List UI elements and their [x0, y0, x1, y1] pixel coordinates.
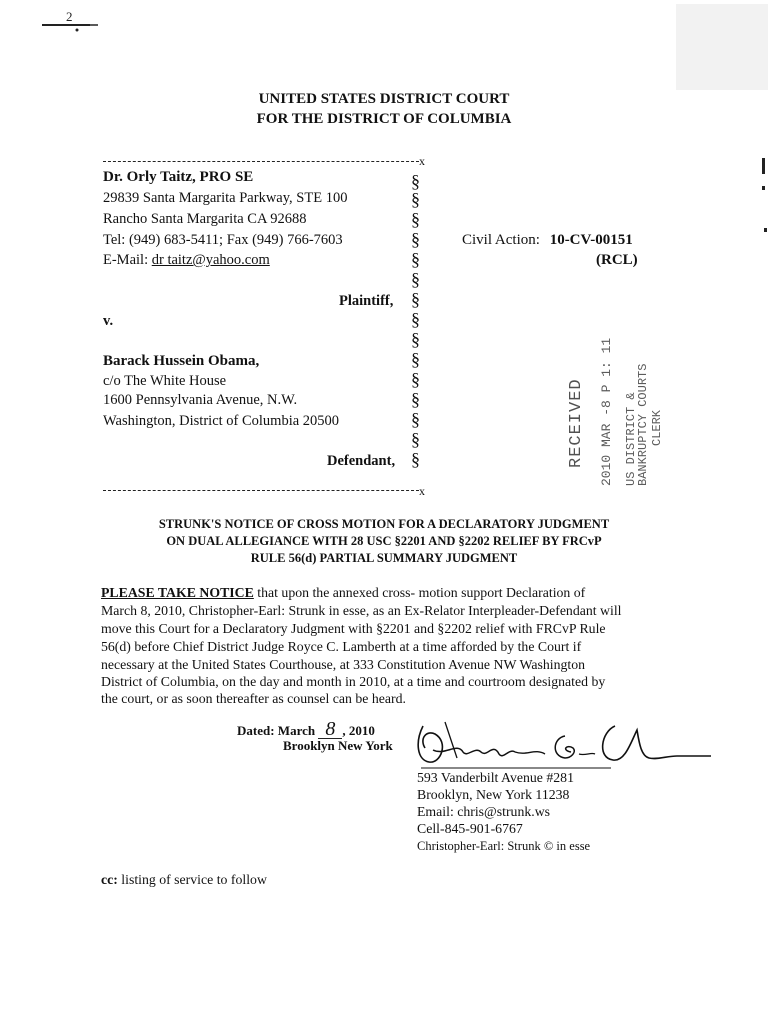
stamp-clerk: CLERK — [650, 409, 664, 446]
section-symbol: § — [411, 309, 420, 329]
stamp-date: 2010 MAR -8 P 1: 11 — [599, 337, 614, 486]
plaintiff-email-link[interactable]: dr taitz@yahoo.com — [151, 252, 270, 268]
body-line7: the court, or as soon thereafter as counsel can be heard. — [101, 691, 406, 706]
body-line4: 56(d) before Chief District Judge Royce C. Lamberth at a time afforded by the Court if — [101, 639, 582, 654]
section-symbol: § — [411, 369, 420, 389]
civil-action-row — [462, 231, 633, 249]
caption-bottom-rule-end: x — [419, 484, 425, 498]
plaintiff-email-label: E-Mail: — [103, 252, 152, 268]
sig-email: Email: chris@strunk.ws — [417, 804, 551, 819]
section-symbol: § — [411, 289, 420, 309]
section-symbol: § — [411, 249, 420, 269]
plaintiff-phone: Tel: (949) 683-5411; Fax (949) 766-7603 — [103, 232, 343, 248]
caption-top-rule — [103, 161, 419, 162]
section-symbol: § — [411, 171, 420, 191]
edge-mark-3 — [764, 228, 767, 232]
section-symbol: § — [411, 389, 420, 409]
body-line6: District of Columbia, on the day and month in 2010, at a time and courtroom designated by — [101, 674, 606, 689]
section-symbol: § — [411, 449, 420, 469]
caption-bottom-rule — [103, 490, 419, 491]
cc-label: cc: — [101, 872, 118, 887]
body-line1 — [101, 584, 585, 601]
motion-title-line2: ON DUAL ALLEGIANCE WITH 28 USC §2201 AND §2202 RELIEF BY FRCvP — [166, 534, 602, 548]
body-line1-rest: that upon the annexed cross- motion support Declaration of — [253, 585, 586, 600]
civil-action-judge: (RCL) — [596, 252, 638, 268]
civil-action-label: Civil Action: — [462, 232, 540, 248]
plaintiff-address1: 29839 Santa Margarita Parkway, STE 100 — [103, 190, 348, 206]
stamp-court1: US DISTRICT & — [624, 392, 638, 486]
section-symbol: § — [411, 209, 420, 229]
versus-label: v. — [103, 313, 114, 329]
defendant-address1: c/o The White House — [103, 373, 227, 389]
motion-title-line3: RULE 56(d) PARTIAL SUMMARY JUDGMENT — [250, 551, 518, 565]
defendant-role: Defendant, — [327, 453, 396, 469]
civil-action-number: 10-CV-00151 — [549, 232, 633, 248]
dated-year: , 2010 — [342, 723, 375, 738]
sig-address1: 593 Vanderbilt Avenue #281 — [417, 770, 574, 785]
plaintiff-name: Dr. Orly Taitz, PRO SE — [103, 169, 254, 185]
sig-address2: Brooklyn, New York 11238 — [417, 787, 570, 802]
section-symbol: § — [411, 429, 420, 449]
edge-mark-1 — [762, 158, 765, 174]
defendant-address3: Washington, District of Columbia 20500 — [103, 413, 340, 429]
sig-name: Christopher-Earl: Strunk © in esse — [417, 839, 591, 853]
defendant-name: Barack Hussein Obama, — [103, 353, 260, 369]
body-line5: necessary at the United States Courthouse, at 333 Constitution Avenue NW Washington — [101, 657, 586, 672]
section-symbol: § — [411, 229, 420, 249]
caption-top-rule-end: x — [419, 154, 425, 168]
stamp-received: RECEIVED — [567, 378, 586, 468]
defendant-address2: 1600 Pennsylvania Avenue, N.W. — [103, 392, 298, 408]
received-stamp — [558, 336, 670, 496]
plaintiff-email-row — [103, 251, 270, 269]
section-symbol: § — [411, 329, 420, 349]
plaintiff-role: Plaintiff, — [339, 293, 394, 309]
court-title-line1: UNITED STATES DISTRICT COURT — [258, 91, 510, 107]
corner-mark-text: 2 — [66, 9, 73, 24]
edge-mark-2 — [762, 186, 765, 190]
body-line3: move this Court for a Declaratory Judgment with §2201 and §2202 relief with FRCvP Rule — [101, 621, 606, 636]
dated-day: 8 — [318, 720, 342, 739]
dated-row — [237, 720, 375, 739]
stamp-court2: BANKRUPTCY COURTS — [636, 363, 650, 486]
body-line2: March 8, 2010, Christopher-Earl: Strunk in esse, as an Ex-Relator Interpleader-Defendant will — [101, 603, 622, 618]
court-title-line2: FOR THE DISTRICT OF COLUMBIA — [256, 111, 512, 127]
section-symbol: § — [411, 269, 420, 289]
dated-label: Dated: March — [237, 723, 316, 738]
section-symbol: § — [411, 189, 420, 209]
please-take-notice: PLEASE TAKE NOTICE — [101, 585, 254, 600]
scan-shadow-top-right — [676, 4, 768, 90]
motion-title-line1: STRUNK'S NOTICE OF CROSS MOTION FOR A DECLARATORY JUDGMENT — [158, 517, 610, 531]
corner-mark — [40, 8, 100, 34]
cc-row — [101, 871, 267, 889]
plaintiff-address2: Rancho Santa Margarita CA 92688 — [103, 211, 307, 227]
dated-place: Brooklyn New York — [283, 738, 393, 753]
sig-cell: Cell-845-901-6767 — [417, 821, 523, 836]
section-symbol: § — [411, 349, 420, 369]
section-symbol: § — [411, 409, 420, 429]
signature — [405, 712, 715, 776]
cc-text: listing of service to follow — [117, 872, 267, 887]
